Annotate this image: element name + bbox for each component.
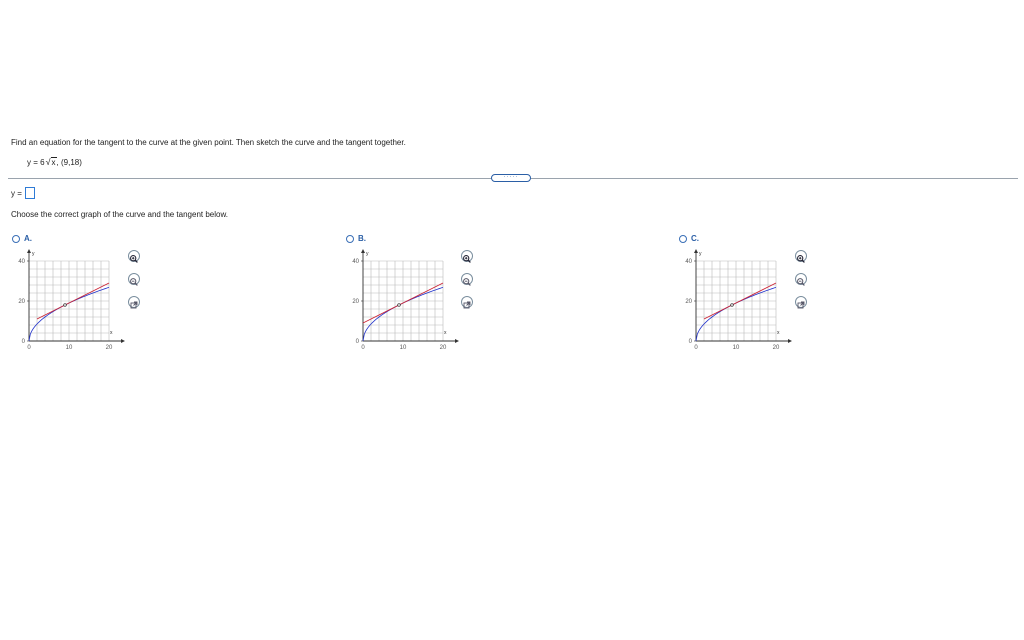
option-b-radio[interactable]: [346, 235, 354, 243]
popout-button[interactable]: [795, 296, 807, 308]
zoom-in-button[interactable]: [795, 250, 807, 262]
graph-a: [12, 248, 127, 353]
x-tick-label: 10: [399, 345, 407, 351]
option-b[interactable]: [346, 235, 354, 243]
y-tick-label: 40: [352, 259, 359, 265]
x-axis-label: x: [777, 330, 780, 336]
sqrt-symbol: √x: [45, 157, 56, 167]
x-tick-label: 20: [105, 345, 113, 351]
zoom-out-icon: [129, 277, 139, 287]
zoom-in-button[interactable]: [128, 250, 140, 262]
x-axis-arrow: [788, 339, 792, 343]
zoom-in-button[interactable]: [461, 250, 473, 262]
option-a-radio[interactable]: [12, 235, 20, 243]
y-tick-label: 40: [685, 259, 692, 265]
equation-radicand: x: [51, 158, 56, 167]
y-tick-label: 0: [355, 339, 359, 345]
y-tick-label: 20: [18, 299, 25, 305]
option-a-label[interactable]: A.: [24, 234, 32, 243]
zoom-out-icon: [462, 277, 472, 287]
equation-point: , (9,18): [56, 158, 82, 167]
zoom-out-button[interactable]: [795, 273, 807, 285]
x-axis-label: x: [110, 330, 113, 336]
x-axis-label: x: [444, 330, 447, 336]
y-tick-label: 40: [18, 259, 25, 265]
expand-button[interactable]: ·····: [491, 174, 531, 182]
y-tick-label: 0: [688, 339, 692, 345]
y-axis-arrow: [361, 249, 365, 253]
popout-icon: [129, 300, 139, 310]
equation-lhs: y = 6: [27, 158, 45, 167]
x-tick-label: 0: [361, 345, 365, 351]
zoom-out-icon: [796, 277, 806, 287]
x-tick-label: 0: [27, 345, 31, 351]
answer-input[interactable]: [25, 187, 35, 199]
given-equation: [27, 157, 82, 167]
tangent-point: [731, 304, 734, 307]
y-tick-label: 20: [352, 299, 359, 305]
y-axis-arrow: [27, 249, 31, 253]
x-tick-label: 20: [772, 345, 780, 351]
x-tick-label: 10: [732, 345, 740, 351]
option-c[interactable]: [679, 235, 687, 243]
option-a[interactable]: [12, 235, 20, 243]
option-b-label[interactable]: B.: [358, 234, 366, 243]
popout-icon: [796, 300, 806, 310]
y-axis-label: y: [699, 251, 702, 257]
x-axis-arrow: [455, 339, 459, 343]
answer-label: y =: [11, 189, 22, 198]
y-tick-label: 20: [685, 299, 692, 305]
y-axis-label: y: [366, 251, 369, 257]
zoom-in-icon: [462, 254, 472, 264]
popout-button[interactable]: [128, 296, 140, 308]
x-tick-label: 10: [65, 345, 73, 351]
tangent-point: [64, 304, 67, 307]
option-c-radio[interactable]: [679, 235, 687, 243]
zoom-out-button[interactable]: [128, 273, 140, 285]
y-tick-label: 0: [21, 339, 25, 345]
question-prompt: Find an equation for the tangent to the curve at the given point. Then sketch the curve and the tangent together.: [11, 138, 406, 147]
graph-b: [346, 248, 461, 353]
tangent-point: [398, 304, 401, 307]
zoom-out-button[interactable]: [461, 273, 473, 285]
choose-prompt: Choose the correct graph of the curve and the tangent below.: [11, 210, 229, 219]
y-axis-label: y: [32, 251, 35, 257]
popout-button[interactable]: [461, 296, 473, 308]
zoom-in-icon: [129, 254, 139, 264]
popout-icon: [462, 300, 472, 310]
y-axis-arrow: [694, 249, 698, 253]
graph-c: [679, 248, 794, 353]
x-axis-arrow: [121, 339, 125, 343]
option-c-label[interactable]: C.: [691, 234, 699, 243]
x-tick-label: 20: [439, 345, 447, 351]
zoom-in-icon: [796, 254, 806, 264]
x-tick-label: 0: [694, 345, 698, 351]
